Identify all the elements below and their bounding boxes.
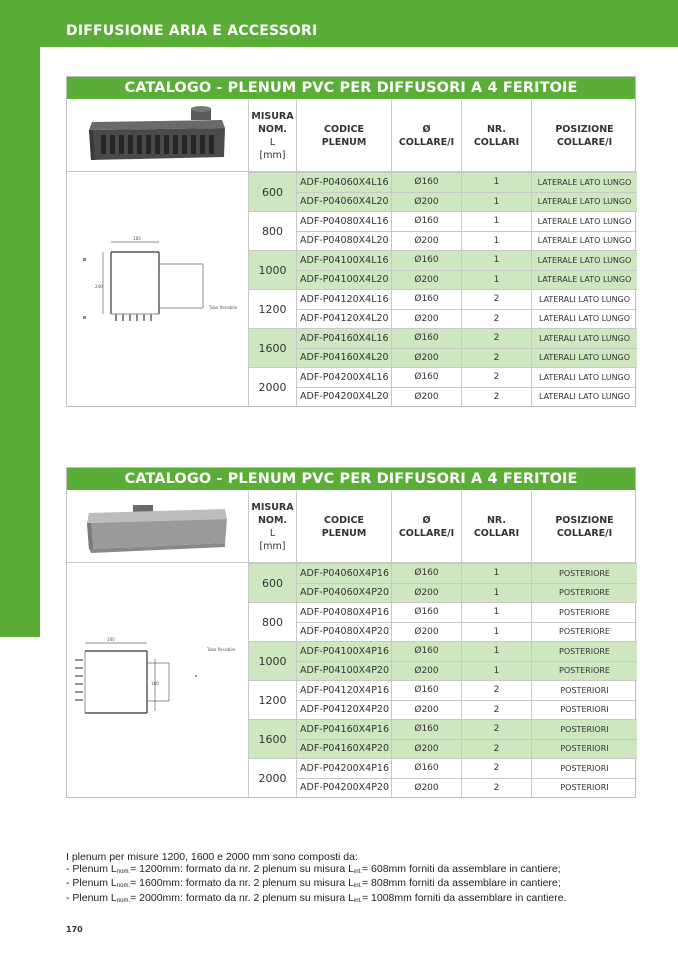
collar-count: 2	[461, 290, 531, 309]
table-body	[67, 563, 635, 797]
collar-position: POSTERIORI	[531, 779, 637, 798]
svg-text:200: 200	[107, 637, 115, 642]
table-row	[296, 719, 637, 739]
misura-cell: 800	[248, 602, 296, 641]
misura-cell: 1000	[248, 250, 296, 289]
collar-diameter: Ø160	[391, 368, 461, 387]
collar-count: 2	[461, 779, 531, 798]
collar-count: 2	[461, 720, 531, 739]
product-code: ADF-P04060X4L20	[296, 193, 391, 212]
collar-count: 2	[461, 368, 531, 387]
collar-position: POSTERIORE	[531, 642, 637, 661]
catalog-table-rear	[66, 467, 636, 798]
collar-count: 2	[461, 759, 531, 778]
col-posizione: POSIZIONE COLLARE/I	[531, 100, 637, 172]
col-codice: CODICE PLENUM	[296, 491, 391, 563]
misura-cell: 1600	[248, 328, 296, 367]
collar-diameter: Ø160	[391, 603, 461, 622]
product-code: ADF-P04160X4L16	[296, 329, 391, 348]
misura-cell: 600	[248, 172, 296, 211]
product-code: ADF-P04200X4P20	[296, 779, 391, 798]
table-row	[296, 622, 637, 642]
svg-text:Tubo flessibile: Tubo flessibile	[209, 305, 238, 310]
section-title: DIFFUSIONE ARIA E ACCESSORI	[66, 23, 318, 39]
table-row	[296, 680, 637, 700]
collar-diameter: Ø160	[391, 251, 461, 270]
svg-text:Tubo flessibile: Tubo flessibile	[207, 647, 236, 652]
misura-cell: 2000	[248, 758, 296, 797]
table-row	[296, 387, 637, 407]
collar-diameter: Ø200	[391, 779, 461, 798]
collar-diameter: Ø200	[391, 349, 461, 368]
product-code: ADF-P04100X4L16	[296, 251, 391, 270]
collar-count: 1	[461, 212, 531, 231]
collar-count: 2	[461, 681, 531, 700]
collar-count: 1	[461, 564, 531, 583]
collar-diameter: Ø200	[391, 662, 461, 681]
misura-cell: 1000	[248, 641, 296, 680]
col-posizione: POSIZIONE COLLARE/I	[531, 491, 637, 563]
misura-cell: 2000	[248, 367, 296, 406]
product-code: ADF-P04100X4P20	[296, 662, 391, 681]
table-row	[296, 211, 637, 231]
collar-count: 2	[461, 388, 531, 407]
collar-position: POSTERIORE	[531, 584, 637, 603]
product-code: ADF-P04080X4L20	[296, 232, 391, 251]
misura-cell: 800	[248, 211, 296, 250]
section-header-band	[0, 0, 678, 47]
notes-intro: I plenum per misure 1200, 1600 e 2000 mm sono composti da:	[66, 851, 358, 863]
note-line: - Plenum $L_{nom.}= 2000mm$: formato da nr. 2 plenum su misura $L_{int.}= 1008mm$ forniti da assemblare in cantiere.	[66, 891, 567, 904]
product-code: ADF-P04160X4L20	[296, 349, 391, 368]
table-row	[296, 641, 637, 661]
collar-diameter: Ø160	[391, 290, 461, 309]
collar-count: 1	[461, 271, 531, 290]
table-row	[296, 778, 637, 798]
collar-position: POSTERIORI	[531, 701, 637, 720]
svg-text:185: 185	[133, 236, 141, 241]
page-number: 170	[66, 925, 83, 934]
collar-count: 1	[461, 193, 531, 212]
collar-position: POSTERIORE	[531, 623, 637, 642]
table-row	[296, 172, 637, 192]
collar-position: LATERALI LATO LUNGO	[531, 290, 637, 309]
catalog-table-lateral	[66, 76, 636, 407]
collar-position: LATERALI LATO LUNGO	[531, 368, 637, 387]
collar-position: POSTERIORI	[531, 759, 637, 778]
collar-diameter: Ø200	[391, 584, 461, 603]
collar-position: LATERALE LATO LUNGO	[531, 271, 637, 290]
collar-position: LATERALE LATO LUNGO	[531, 173, 637, 192]
table-row	[296, 250, 637, 270]
product-code: ADF-P04080X4L16	[296, 212, 391, 231]
collar-position: POSTERIORI	[531, 740, 637, 759]
table-row	[296, 602, 637, 622]
collar-position: LATERALE LATO LUNGO	[531, 193, 637, 212]
table-row	[296, 700, 637, 720]
collar-count: 1	[461, 603, 531, 622]
col-codice: CODICE PLENUM	[296, 100, 391, 172]
collar-diameter: Ø160	[391, 329, 461, 348]
table-row	[296, 348, 637, 368]
product-code: ADF-P04120X4L16	[296, 290, 391, 309]
collar-diameter: Ø200	[391, 271, 461, 290]
collar-position: LATERALE LATO LUNGO	[531, 212, 637, 231]
table-row	[296, 583, 637, 603]
misura-cell: 1600	[248, 719, 296, 758]
collar-diameter: Ø200	[391, 388, 461, 407]
collar-position: LATERALI LATO LUNGO	[531, 310, 637, 329]
catalog-title: CATALOGO - PLENUM PVC PER DIFFUSORI A 4 FERITOIE	[67, 468, 635, 491]
collar-position: POSTERIORI	[531, 720, 637, 739]
misura-cell: 600	[248, 563, 296, 602]
table-row	[296, 270, 637, 290]
note-line: - Plenum $L_{nom.}= 1600mm$: formato da nr. 2 plenum su misura $L_{int.}= 808mm$ forniti da assemblare in cantiere;	[66, 877, 561, 890]
product-code: ADF-P04080X4P16	[296, 603, 391, 622]
collar-diameter: Ø200	[391, 623, 461, 642]
product-code: ADF-P04120X4L20	[296, 310, 391, 329]
col-misura: MISURA NOM. L [mm]	[248, 491, 296, 563]
collar-diameter: Ø200	[391, 232, 461, 251]
col-collare: Ø COLLARE/I	[391, 100, 461, 172]
collar-count: 1	[461, 662, 531, 681]
collar-diameter: Ø200	[391, 701, 461, 720]
svg-text:180: 180	[151, 681, 159, 686]
table-row	[296, 661, 637, 681]
assembly-notes	[66, 852, 656, 907]
collar-count: 1	[461, 232, 531, 251]
collar-count: 1	[461, 642, 531, 661]
collar-position: LATERALE LATO LUNGO	[531, 251, 637, 270]
collar-diameter: Ø200	[391, 193, 461, 212]
collar-count: 1	[461, 623, 531, 642]
table-row	[296, 309, 637, 329]
product-code: ADF-P04100X4P16	[296, 642, 391, 661]
collar-diameter: Ø200	[391, 310, 461, 329]
collar-position: LATERALI LATO LUNGO	[531, 329, 637, 348]
collar-diameter: Ø160	[391, 564, 461, 583]
collar-count: 2	[461, 349, 531, 368]
collar-count: 1	[461, 173, 531, 192]
collar-position: POSTERIORE	[531, 662, 637, 681]
svg-text:240: 240	[95, 284, 103, 289]
catalog-title: CATALOGO - PLENUM PVC PER DIFFUSORI A 4 FERITOIE	[67, 77, 635, 100]
collar-diameter: Ø160	[391, 759, 461, 778]
collar-diameter: Ø160	[391, 642, 461, 661]
product-code: ADF-P04060X4P20	[296, 584, 391, 603]
collar-count: 2	[461, 701, 531, 720]
collar-position: LATERALI LATO LUNGO	[531, 349, 637, 368]
collar-count: 1	[461, 251, 531, 270]
table-header	[67, 100, 635, 172]
collar-count: 1	[461, 584, 531, 603]
table-row	[296, 367, 637, 387]
collar-count: 2	[461, 740, 531, 759]
product-code: ADF-P04200X4P16	[296, 759, 391, 778]
product-code: ADF-P04100X4L20	[296, 271, 391, 290]
product-code: ADF-P04160X4P16	[296, 720, 391, 739]
collar-diameter: Ø160	[391, 681, 461, 700]
col-nr: NR. COLLARI	[461, 100, 531, 172]
product-code: ADF-P04120X4P20	[296, 701, 391, 720]
product-code: ADF-P04200X4L16	[296, 368, 391, 387]
collar-position: POSTERIORE	[531, 603, 637, 622]
product-code: ADF-P04200X4L20	[296, 388, 391, 407]
table-row	[296, 739, 637, 759]
table-row	[296, 328, 637, 348]
collar-position: POSTERIORI	[531, 681, 637, 700]
misura-cell: 1200	[248, 680, 296, 719]
col-nr: NR. COLLARI	[461, 491, 531, 563]
note-line: - Plenum $L_{nom.}= 1200mm$: formato da nr. 2 plenum su misura $L_{int.}= 608mm$ forniti da assemblare in cantiere;	[66, 862, 561, 875]
collar-count: 2	[461, 310, 531, 329]
product-photo-lateral	[67, 100, 248, 172]
technical-drawing-rear	[67, 563, 248, 797]
collar-position: LATERALE LATO LUNGO	[531, 232, 637, 251]
collar-position: LATERALI LATO LUNGO	[531, 388, 637, 407]
table-header	[67, 491, 635, 563]
collar-diameter: Ø160	[391, 173, 461, 192]
side-band	[0, 47, 40, 637]
product-photo-rear	[67, 491, 248, 563]
product-code: ADF-P04160X4P20	[296, 740, 391, 759]
table-body	[67, 172, 635, 406]
technical-drawing-lateral	[67, 172, 248, 406]
product-code: ADF-P04120X4P16	[296, 681, 391, 700]
col-misura: MISURA NOM. L [mm]	[248, 100, 296, 172]
table-row	[296, 289, 637, 309]
table-row	[296, 563, 637, 583]
col-collare: Ø COLLARE/I	[391, 491, 461, 563]
collar-position: POSTERIORE	[531, 564, 637, 583]
collar-diameter: Ø160	[391, 720, 461, 739]
product-code: ADF-P04060X4P16	[296, 564, 391, 583]
collar-count: 2	[461, 329, 531, 348]
table-row	[296, 192, 637, 212]
misura-cell: 1200	[248, 289, 296, 328]
collar-diameter: Ø200	[391, 740, 461, 759]
collar-diameter: Ø160	[391, 212, 461, 231]
product-code: ADF-P04080X4P20	[296, 623, 391, 642]
product-code: ADF-P04060X4L16	[296, 173, 391, 192]
table-row	[296, 758, 637, 778]
table-row	[296, 231, 637, 251]
